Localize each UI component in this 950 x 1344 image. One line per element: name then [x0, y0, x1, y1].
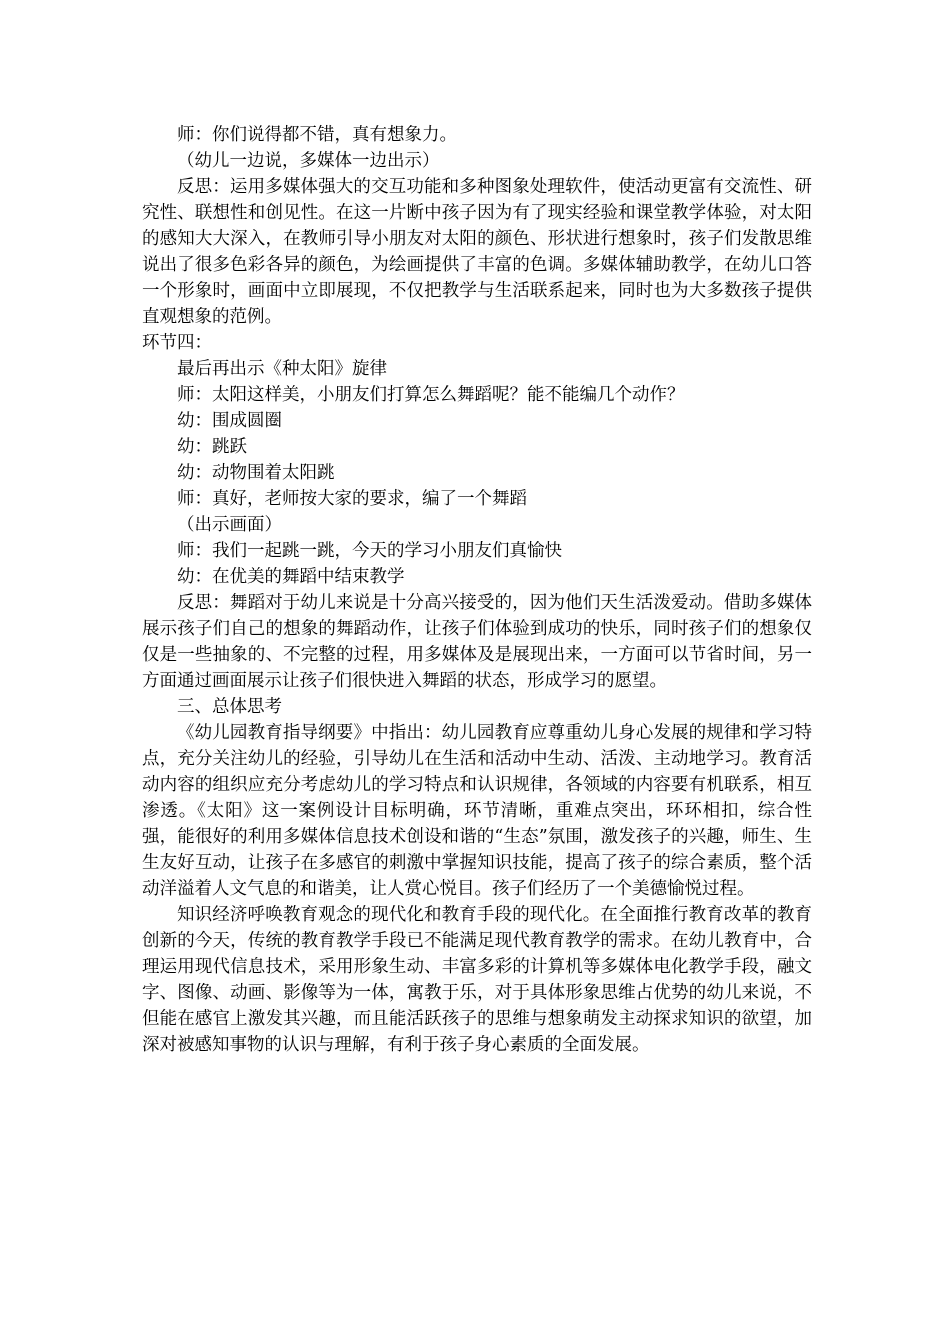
paragraph-teacher-question: 师：太阳这样美，小朋友们打算怎么舞蹈呢？能不能编几个动作？	[177, 385, 685, 405]
paragraph-reflection-2: 反思：舞蹈对于幼儿来说是十分高兴接受的，因为他们天生活泼爱动。借助多媒体展示孩子们自己的想象的舞蹈动作，让孩子们体验到成功的快乐，同时孩子们的想象仅仅是一些抽象的、不完整的过程，用多媒体及是展现出来，一方面可以节省时间，另一方面通过画面展示让孩子们很快进入舞蹈的状态，形成学习的愿望。	[142, 593, 812, 691]
section-heading-step-four: 环节四：	[142, 333, 212, 353]
paragraph-child-reply-3: 幼：动物围着太阳跳	[177, 463, 335, 483]
paragraph-teacher-praise: 师：你们说得都不错，真有想象力。	[177, 125, 457, 145]
paragraph-melody: 最后再出示《种太阳》旋律	[177, 359, 387, 379]
paragraph-child-closing: 幼：在优美的舞蹈中结束教学	[177, 567, 405, 587]
paragraph-teacher-closing: 师：我们一起跳一跳，今天的学习小朋友们真愉快	[177, 541, 562, 561]
paragraph-teacher-dance: 师：真好，老师按大家的要求，编了一个舞蹈	[177, 489, 527, 509]
document-body	[142, 122, 812, 1058]
paragraph-reflection-1: 反思：运用多媒体强大的交互功能和多种图象处理软件，使活动更富有交流性、研究性、联想性和创见性。在这一片断中孩子因为有了现实经验和课堂教学体验，对太阳的感知大大深入，在教师引导小朋友对太阳的颜色、形状进行想象时，孩子们发散思维说出了很多色彩各异的颜色，为绘画提供了丰富的色调。多媒体辅助教学，在幼儿口答一个形象时，画面中立即展现，不仅把教学与生活联系起来，同时也为大多数孩子提供直观想象的范例。	[142, 177, 812, 327]
paragraph-stage-note-2: （出示画面）	[177, 515, 282, 535]
section-heading-overall: 三、总体思考	[177, 697, 282, 717]
paragraph-knowledge-economy: 知识经济呼唤教育观念的现代化和教育手段的现代化。在全面推行教育改革的教育创新的今天，传统的教育教学手段已不能满足现代教育教学的需求。在幼儿教育中，合理运用现代信息技术，采用形象生动、丰富多彩的计算机等多媒体电化教学手段，融文字、图像、动画、影像等为一体，寓教于乐，对于具体形象思维占优势的幼儿来说，不但能在感官上激发其兴趣，而且能活跃孩子的思维与想象萌发主动探求知识的欲望，加深对被感知事物的认识与理解，有利于孩子身心素质的全面发展。	[142, 905, 812, 1055]
paragraph-guideline: 《幼儿园教育指导纲要》中指出：幼儿园教育应尊重幼儿身心发展的规律和学习特点，充分关注幼儿的经验，引导幼儿在生活和活动中生动、活泼、主动地学习。教育活动内容的组织应充分考虑幼儿的学习特点和认识规律，各领域的内容要有机联系，相互渗透。《太阳》这一案例设计目标明确，环节清晰，重难点突出，环环相扣，综合性强，能很好的利用多媒体信息技术创设和谐的“生态”氛围，激发孩子的兴趣，师生、生生友好互动，让孩子在多感官的刺激中掌握知识技能，提高了孩子的综合素质，整个活动洋溢着人文气息的和谐美，让人赏心悦目。孩子们经历了一个美德愉悦过程。	[142, 723, 812, 899]
paragraph-child-reply-2: 幼：跳跃	[177, 437, 247, 457]
paragraph-child-reply-1: 幼：围成圆圈	[177, 411, 282, 431]
paragraph-stage-note-1: （幼儿一边说，多媒体一边出示）	[177, 151, 440, 171]
